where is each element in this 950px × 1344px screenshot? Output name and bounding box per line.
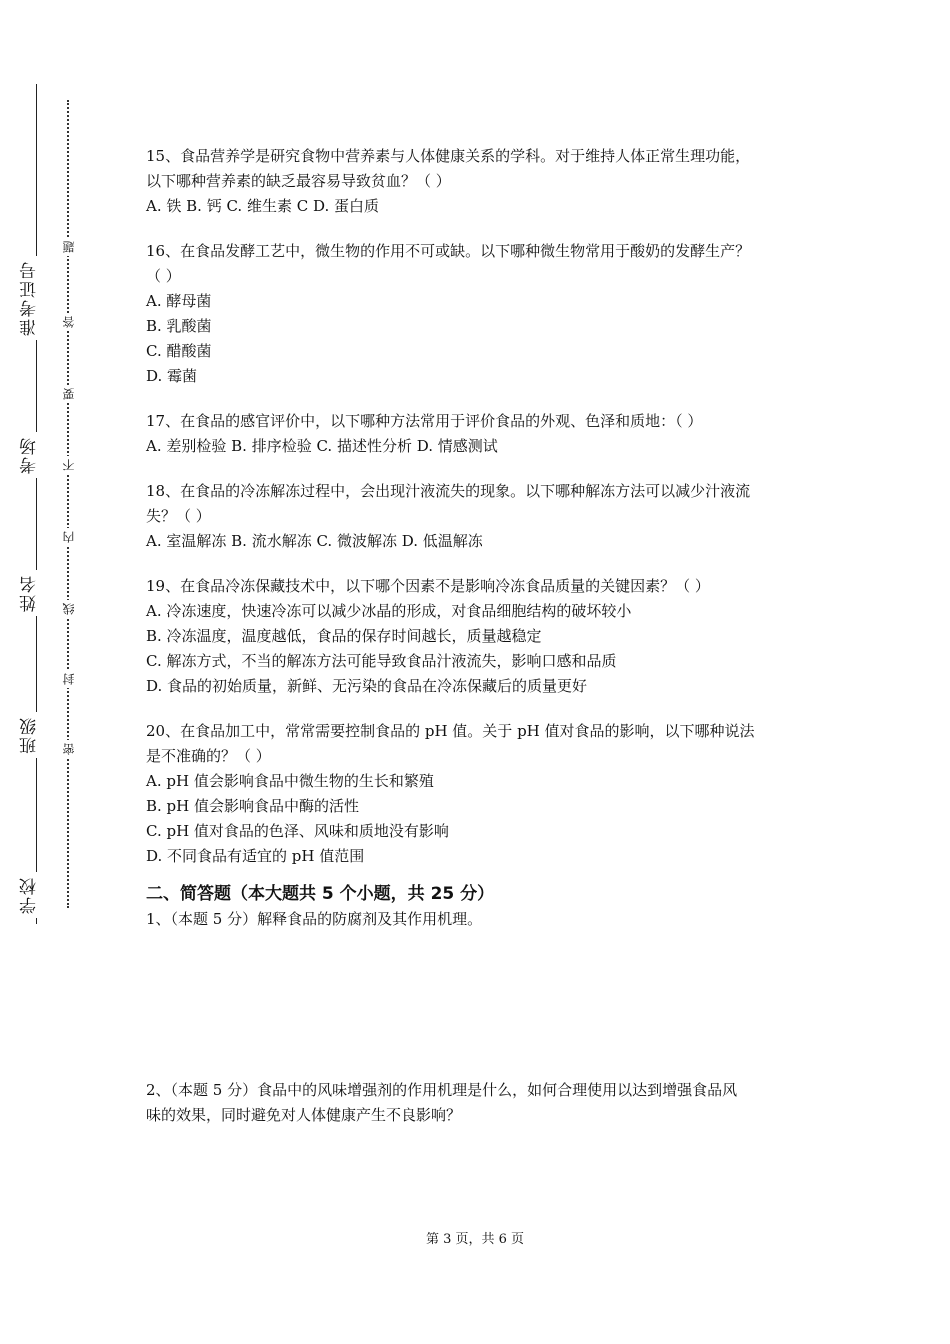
question-option: A. pH 值会影响食品中微生物的生长和繁殖 — [146, 772, 434, 790]
seal-char: 题 — [60, 238, 74, 256]
question-text: 19、在食品冷冻保藏技术中，以下哪个因素不是影响冷冻食品质量的关键因素？（ ） — [146, 577, 710, 595]
section-title: 二、简答题（本大题共 5 个小题，共 25 分） — [146, 884, 495, 904]
question-18 — [146, 479, 812, 554]
question-text: 17、在食品的感官评价中，以下哪种方法常用于评价食品的外观、色泽和质地：（ ） — [146, 412, 703, 430]
question-options: A. 铁 B. 钙 C. 维生素 C D. 蛋白质 — [146, 197, 379, 215]
seal-char: 答 — [60, 313, 74, 331]
question-text: 18、在食品的冷冻解冻过程中，会出现汁液流失的现象。以下哪种解冻方法可以减少汁液流 — [146, 482, 751, 500]
short-answer-question-1: 1、（本题 5 分）解释食品的防腐剂及其作用机理。 — [146, 910, 483, 928]
binding-margin — [0, 0, 100, 1344]
question-15 — [146, 144, 812, 219]
question-options: A. 室温解冻 B. 流水解冻 C. 微波解冻 D. 低温解冻 — [146, 532, 483, 550]
question-option: C. pH 值对食品的色泽、风味和质地没有影响 — [146, 822, 449, 840]
question-option: C. 醋酸菌 — [146, 342, 212, 360]
question-text: 20、在食品加工中，常常需要控制食品的 pH 值。关于 pH 值对食品的影响，以下哪种说法 — [146, 722, 755, 740]
field-label-exam-id: 准考证号 — [17, 256, 42, 340]
answer-space — [146, 932, 812, 1078]
binding-solid-line — [36, 84, 37, 924]
question-option: D. 霉菌 — [146, 367, 198, 385]
field-label-exam-room: 考场 — [17, 432, 42, 478]
question-option: B. pH 值会影响食品中酶的活性 — [146, 797, 360, 815]
question-17 — [146, 409, 812, 459]
short-answer-question-2: 2、（本题 5 分）食品中的风味增强剂的作用机理是什么，如何合理使用以达到增强食品风 — [146, 1081, 738, 1099]
question-16 — [146, 239, 812, 389]
question-option: D. 食品的初始质量，新鲜、无污染的食品在冷冻保藏后的质量更好 — [146, 677, 588, 695]
field-label-name: 姓名 — [17, 570, 42, 616]
question-options: A. 差别检验 B. 排序检验 C. 描述性分析 D. 情感测试 — [146, 437, 498, 455]
question-text: 失？（ ） — [146, 507, 211, 525]
question-text: 以下哪种营养素的缺乏最容易导致贫血？（ ） — [146, 172, 451, 190]
seal-char: 封 — [60, 670, 74, 688]
question-option: A. 酵母菌 — [146, 292, 212, 310]
page-footer: 第 3 页，共 6 页 — [425, 1232, 525, 1247]
seal-char: 要 — [60, 385, 74, 403]
field-label-school: 学校 — [17, 872, 42, 918]
seal-char: 内 — [60, 528, 74, 546]
question-option: D. 不同食品有适宜的 pH 值范围 — [146, 847, 365, 865]
seal-char: 线 — [60, 600, 74, 618]
question-20 — [146, 719, 812, 869]
question-text: （ ） — [146, 267, 181, 285]
seal-char: 不 — [60, 456, 74, 474]
question-option: A. 冷冻速度，快速冷冻可以减少冰晶的形成，对食品细胞结构的破坏较小 — [146, 602, 632, 620]
question-text: 15、食品营养学是研究食物中营养素与人体健康关系的学科。对于维持人体正常生理功能， — [146, 147, 751, 165]
binding-dotted-line — [67, 100, 69, 908]
question-19 — [146, 574, 812, 699]
question-option: C. 解冻方式，不当的解冻方法可能导致食品汁液流失，影响口感和品质 — [146, 652, 617, 670]
question-text: 16、在食品发酵工艺中，微生物的作用不可或缺。以下哪种微生物常用于酸奶的发酵生产？ — [146, 242, 751, 260]
question-option: B. 冷冻温度，温度越低，食品的保存时间越长，质量越稳定 — [146, 627, 542, 645]
field-label-class: 班级 — [17, 712, 42, 758]
question-option: B. 乳酸菌 — [146, 317, 212, 335]
question-text: 是不准确的？（ ） — [146, 747, 271, 765]
short-answer-question-2-cont: 味的效果，同时避免对人体健康产生不良影响？ — [146, 1106, 462, 1124]
seal-char: 密 — [60, 740, 74, 758]
exam-content — [146, 144, 812, 1128]
